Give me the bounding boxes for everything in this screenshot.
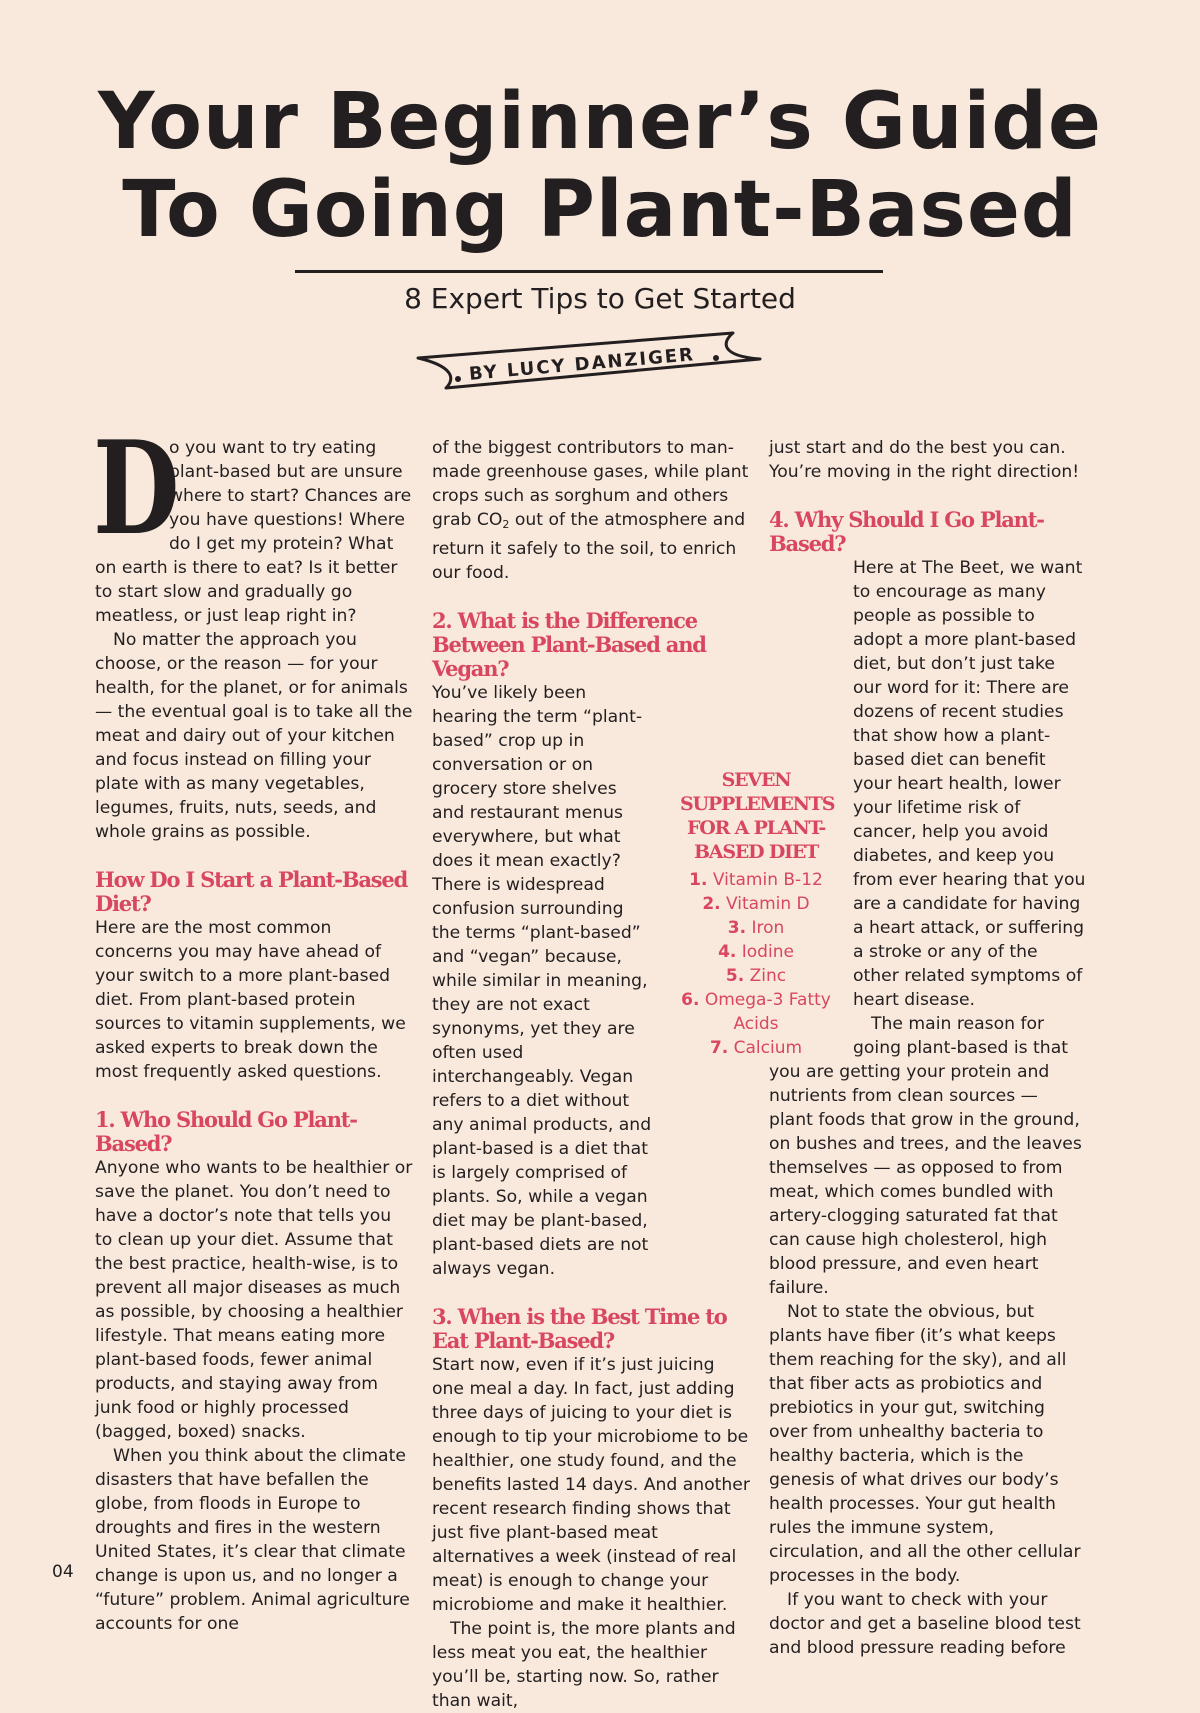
subscript: 2 [502,518,510,531]
paragraph: Start now, even if it’s just juicing one meal a day. In fact, just adding three days of juicing to your diet is enough to tip your microbiome to be healthier, one study found, and the benefits lasted 14 days. And another recent research finding shows that just five plant-based meat alternatives a week (instead of real meat) is enough to change your microbiome and make it healthier. [432,1355,750,1615]
section-heading-2: 2. What is the Difference Between Plant-Based and Vegan? [432,608,706,681]
paragraph: When you think about the climate disasters that have befallen the globe, from floods in Europe to droughts and fires in the western United States, it’s clear that climate change is upon us, and no longer a “future” problem. Animal agriculture accounts for one [95,1446,410,1634]
list-item: 4. Iodine [718,942,794,962]
drop-cap: D [93,414,180,564]
paragraph: just start and do the best you can. You’re moving in the right direction! [769,438,1080,482]
title-line-1: Your Beginner’s Guide [98,77,1102,167]
list-item: 1. Vitamin B-12 [689,870,823,890]
section-heading-1: 1. Who Should Go Plant-Based? [95,1107,357,1156]
section-heading-start: How Do I Start a Plant-Based Diet? [95,867,408,916]
list-item: 6. Omega-3 Fatty Acids [681,990,831,1034]
paragraph: Anyone who wants to be healthier or save the planet. You don’t need to have a doctor’s note that tells you to clean up your diet. Assume that the best practice, health-wise, is to prevent all major diseases as much as possible, by choosing a healthier lifestyle. That means eating more plant-based foods, fewer animal products, and staying away from junk food or highly processed (bagged, boxed) snacks. [95,1158,413,1442]
subtitle: 8 Expert Tips to Get Started [404,282,796,315]
column-2 [432,436,750,1713]
paragraph: of the biggest contributors to man-made greenhouse gases, while plant crops such as sorghum and others grab $CO_2$ out of the atmosphere and return it safely to the soil, to enrich our food. [432,438,749,583]
paragraph: If you want to check with your doctor and get a baseline blood test and blood pressure reading before [769,1590,1081,1658]
list-item: 2. Vitamin D [702,894,810,914]
paragraph: There is widespread confusion surrounding the terms “plant-based” and “vegan” because, while similar in meaning, they are not exact synonyms, yet they are often used interchangeably. Vegan refers to a diet without any animal products, and plant-based is a diet that is largely comprised of plants. So, while a vegan diet may be plant-based, plant-based diets are not always vegan. [432,875,652,1279]
intro-paragraph: D o you want to try eating plant-based but are unsure where to start? Chances are you have questions! Where do I get my protein? What on earth is there to eat? Is it better to start slow and gradually go meatless, or just leap right in? [93,414,412,626]
page-title [0,78,1200,254]
paragraph: Here at The Beet, we want to encourage as many people as possible to adopt a more plant-based diet, but don’t just take our word for it: There are dozens of recent studies that show how a plant-based diet can benefit your heart health, lower your lifetime risk of cancer, help you avoid diabetes, and keep you from ever hearing that you are a candidate for having a heart attack, or suffering a stroke or any of the other related symptoms of heart disease. [853,558,1086,1010]
paragraph: Here are the most common concerns you may have ahead of your switch to a more plant-based diet. From plant-based protein sources to vitamin supplements, we asked experts to break down the most frequently asked questions. [95,918,406,1082]
list-item: 3. Iron [727,918,785,938]
sidebar-title: SEVEN SUPPLEMENTS FOR A PLANT-BASED DIET [680,769,835,863]
paragraph: The point is, the more plants and less meat you eat, the healthier you’ll be, starting now. So, rather than wait, [432,1619,736,1711]
page-number: 04 [52,1562,74,1582]
list-item: 7. Calcium [709,1038,803,1058]
title-line-2: To Going Plant-Based [122,165,1078,255]
byline-author: BY LUCY DANZIGER [468,344,696,385]
section-heading-4: 4. Why Should I Go Plant-Based? [769,507,1044,556]
column-1 [93,414,413,1636]
paragraph: The main reason for going plant-based is that you are getting your protein and nutrients from clean sources — plant foods that grow in the ground, on bushes and trees, and the leaves themselves — as opposed to from meat, which comes bundled with artery-clogging saturated fat that can cause high cholesterol, high blood pressure, and even heart failure. [769,1014,1082,1298]
list-item: 5. Zinc [725,966,787,986]
paragraph: Not to state the obvious, but plants have fiber (it’s what keeps them reaching for the sky), and all that fiber acts as probiotics and prebiotics in your gut, switching over from unhealthy bacteria to healthy bacteria, which is the genesis of what drives our body’s health processes. Your gut health rules the immune system, circulation, and all the other cellular processes in the body. [769,1302,1081,1586]
section-heading-3: 3. When is the Best Time to Eat Plant-Based? [432,1304,727,1353]
byline-ribbon [408,326,768,406]
title-divider [295,270,883,273]
column-3 [769,436,1087,1660]
paragraph: You’ve likely been hearing the term “plant-based” crop up in conversation or on grocery store shelves and restaurant menus everywhere, but what does it mean exactly? [432,683,643,871]
paragraph: No matter the approach you choose, or the reason — for your health, for the planet, or for animals — the eventual goal is to take all the meat and dairy out of your kitchen and focus instead on filling your plate with as many vegetables, legumes, fruits, nuts, seeds, and whole grains as possible. [95,630,413,842]
